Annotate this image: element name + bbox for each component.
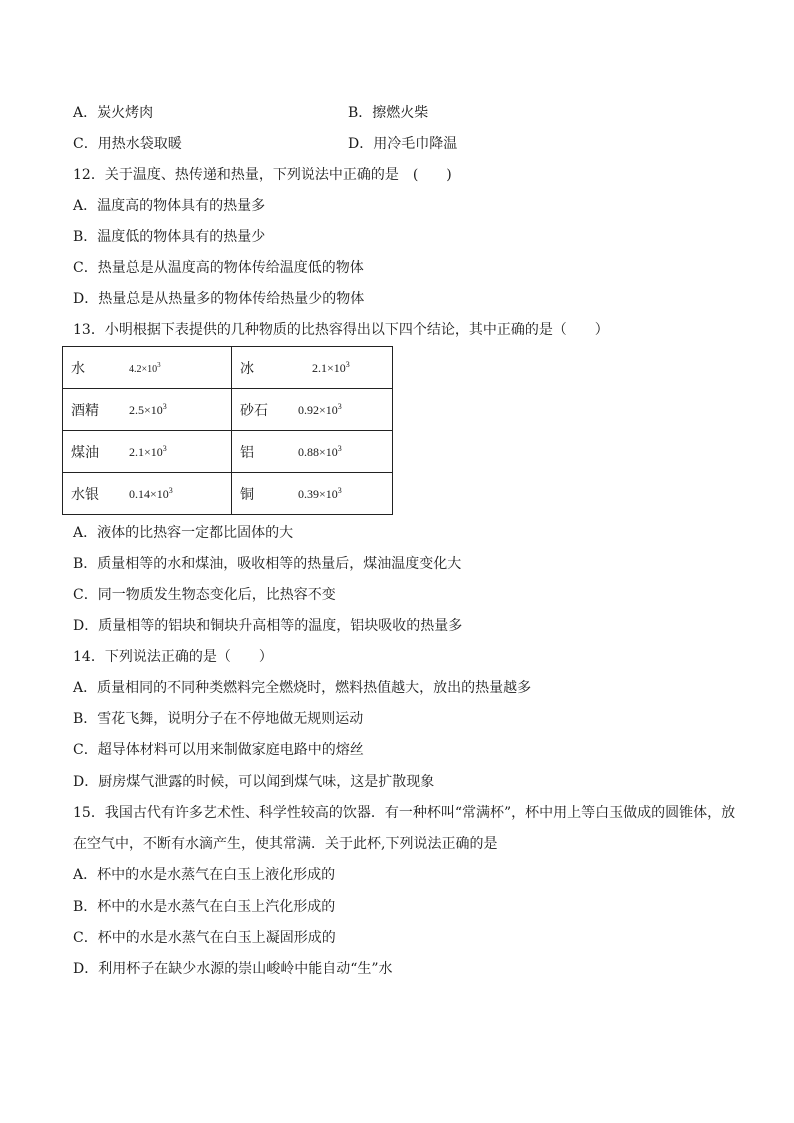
q12-option-c: C．热量总是从温度高的物体传给温度低的物体	[73, 260, 364, 276]
q13-option-a: A．液体的比热容一定都比固体的大	[73, 525, 294, 541]
q11-option-c: C．用热水袋取暖	[73, 136, 182, 152]
q15-option-d: D．利用杯子在缺少水源的崇山峻岭中能自动“生”水	[73, 961, 393, 977]
heat-value: $2.1\times 10^3$	[312, 359, 350, 375]
table-cell	[232, 473, 393, 515]
q14-option-d: D．厨房煤气泄露的时候，可以闻到煤气味，这是扩散现象	[73, 774, 435, 790]
heat-value: $0.39\times 10^3$	[298, 485, 342, 501]
table-cell	[232, 431, 393, 473]
q11-option-d: D．用冷毛巾降温	[348, 136, 458, 152]
q12-stem: 12．关于温度、热传递和热量，下列说法中正确的是 ( )	[73, 167, 452, 183]
table-cell	[63, 473, 232, 515]
table-cell	[232, 389, 393, 431]
table-cell	[63, 431, 232, 473]
substance-name: 砂石	[240, 402, 268, 419]
substance-name: 铝	[240, 444, 254, 461]
q15-stem: 15．我国古代有许多艺术性、科学性较高的饮器．有一种杯叫“常满杯”，杯中用上等白玉做成的圆锥体，放	[73, 805, 736, 821]
q13-option-d: D．质量相等的铝块和铜块升高相等的温度，铝块吸收的热量多	[73, 618, 463, 634]
substance-name: 水银	[71, 486, 99, 503]
table-cell	[63, 347, 232, 389]
q12-option-d: D．热量总是从热量多的物体传给热量少的物体	[73, 291, 365, 307]
q13-stem: 13．小明根据下表提供的几种物质的比热容得出以下四个结论，其中正确的是（ ）	[73, 322, 609, 338]
q14-option-a: A．质量相同的不同种类燃料完全燃烧时，燃料热值越大，放出的热量越多	[73, 680, 532, 696]
substance-name: 水	[71, 360, 85, 377]
substance-name: 煤油	[71, 444, 99, 461]
heat-value: $2.5\times 10^3$	[129, 401, 167, 417]
substance-name: 铜	[240, 486, 254, 503]
heat-value: $4.2\times 10^3$	[129, 360, 161, 375]
q12-option-a: A．温度高的物体具有的热量多	[73, 198, 266, 214]
q14-option-c: C．超导体材料可以用来制做家庭电路中的熔丝	[73, 742, 364, 758]
q15-stem-continued: 在空气中，不断有水滴产生，使其常满．关于此杯,下列说法正确的是	[73, 836, 498, 852]
substance-name: 冰	[240, 360, 254, 377]
table-row	[63, 347, 393, 389]
heat-value: $0.92\times 10^3$	[298, 401, 342, 417]
heat-value: $2.1\times 10^3$	[129, 443, 167, 459]
q12-option-b: B．温度低的物体具有的热量少	[73, 229, 266, 245]
table-row	[63, 389, 393, 431]
specific-heat-table	[62, 346, 393, 515]
q15-option-b: B．杯中的水是水蒸气在白玉上汽化形成的	[73, 899, 336, 915]
table-row	[63, 473, 393, 515]
q11-option-a: A．炭火烤肉	[73, 105, 154, 121]
q15-option-a: A．杯中的水是水蒸气在白玉上液化形成的	[73, 867, 336, 883]
substance-name: 酒精	[71, 402, 99, 419]
q11-option-b: B．擦燃火柴	[348, 105, 429, 121]
table-row	[63, 431, 393, 473]
table-cell	[232, 347, 393, 389]
q15-option-c: C．杯中的水是水蒸气在白玉上凝固形成的	[73, 930, 336, 946]
q13-option-b: B．质量相等的水和煤油，吸收相等的热量后，煤油温度变化大	[73, 556, 462, 572]
q14-stem: 14．下列说法正确的是（ ）	[73, 649, 273, 665]
table-cell	[63, 389, 232, 431]
heat-value: $0.14\times 10^3$	[129, 485, 173, 501]
q13-option-c: C．同一物质发生物态变化后，比热容不变	[73, 587, 336, 603]
heat-value: $0.88\times 10^3$	[298, 443, 342, 459]
q14-option-b: B．雪花飞舞，说明分子在不停地做无规则运动	[73, 711, 364, 727]
